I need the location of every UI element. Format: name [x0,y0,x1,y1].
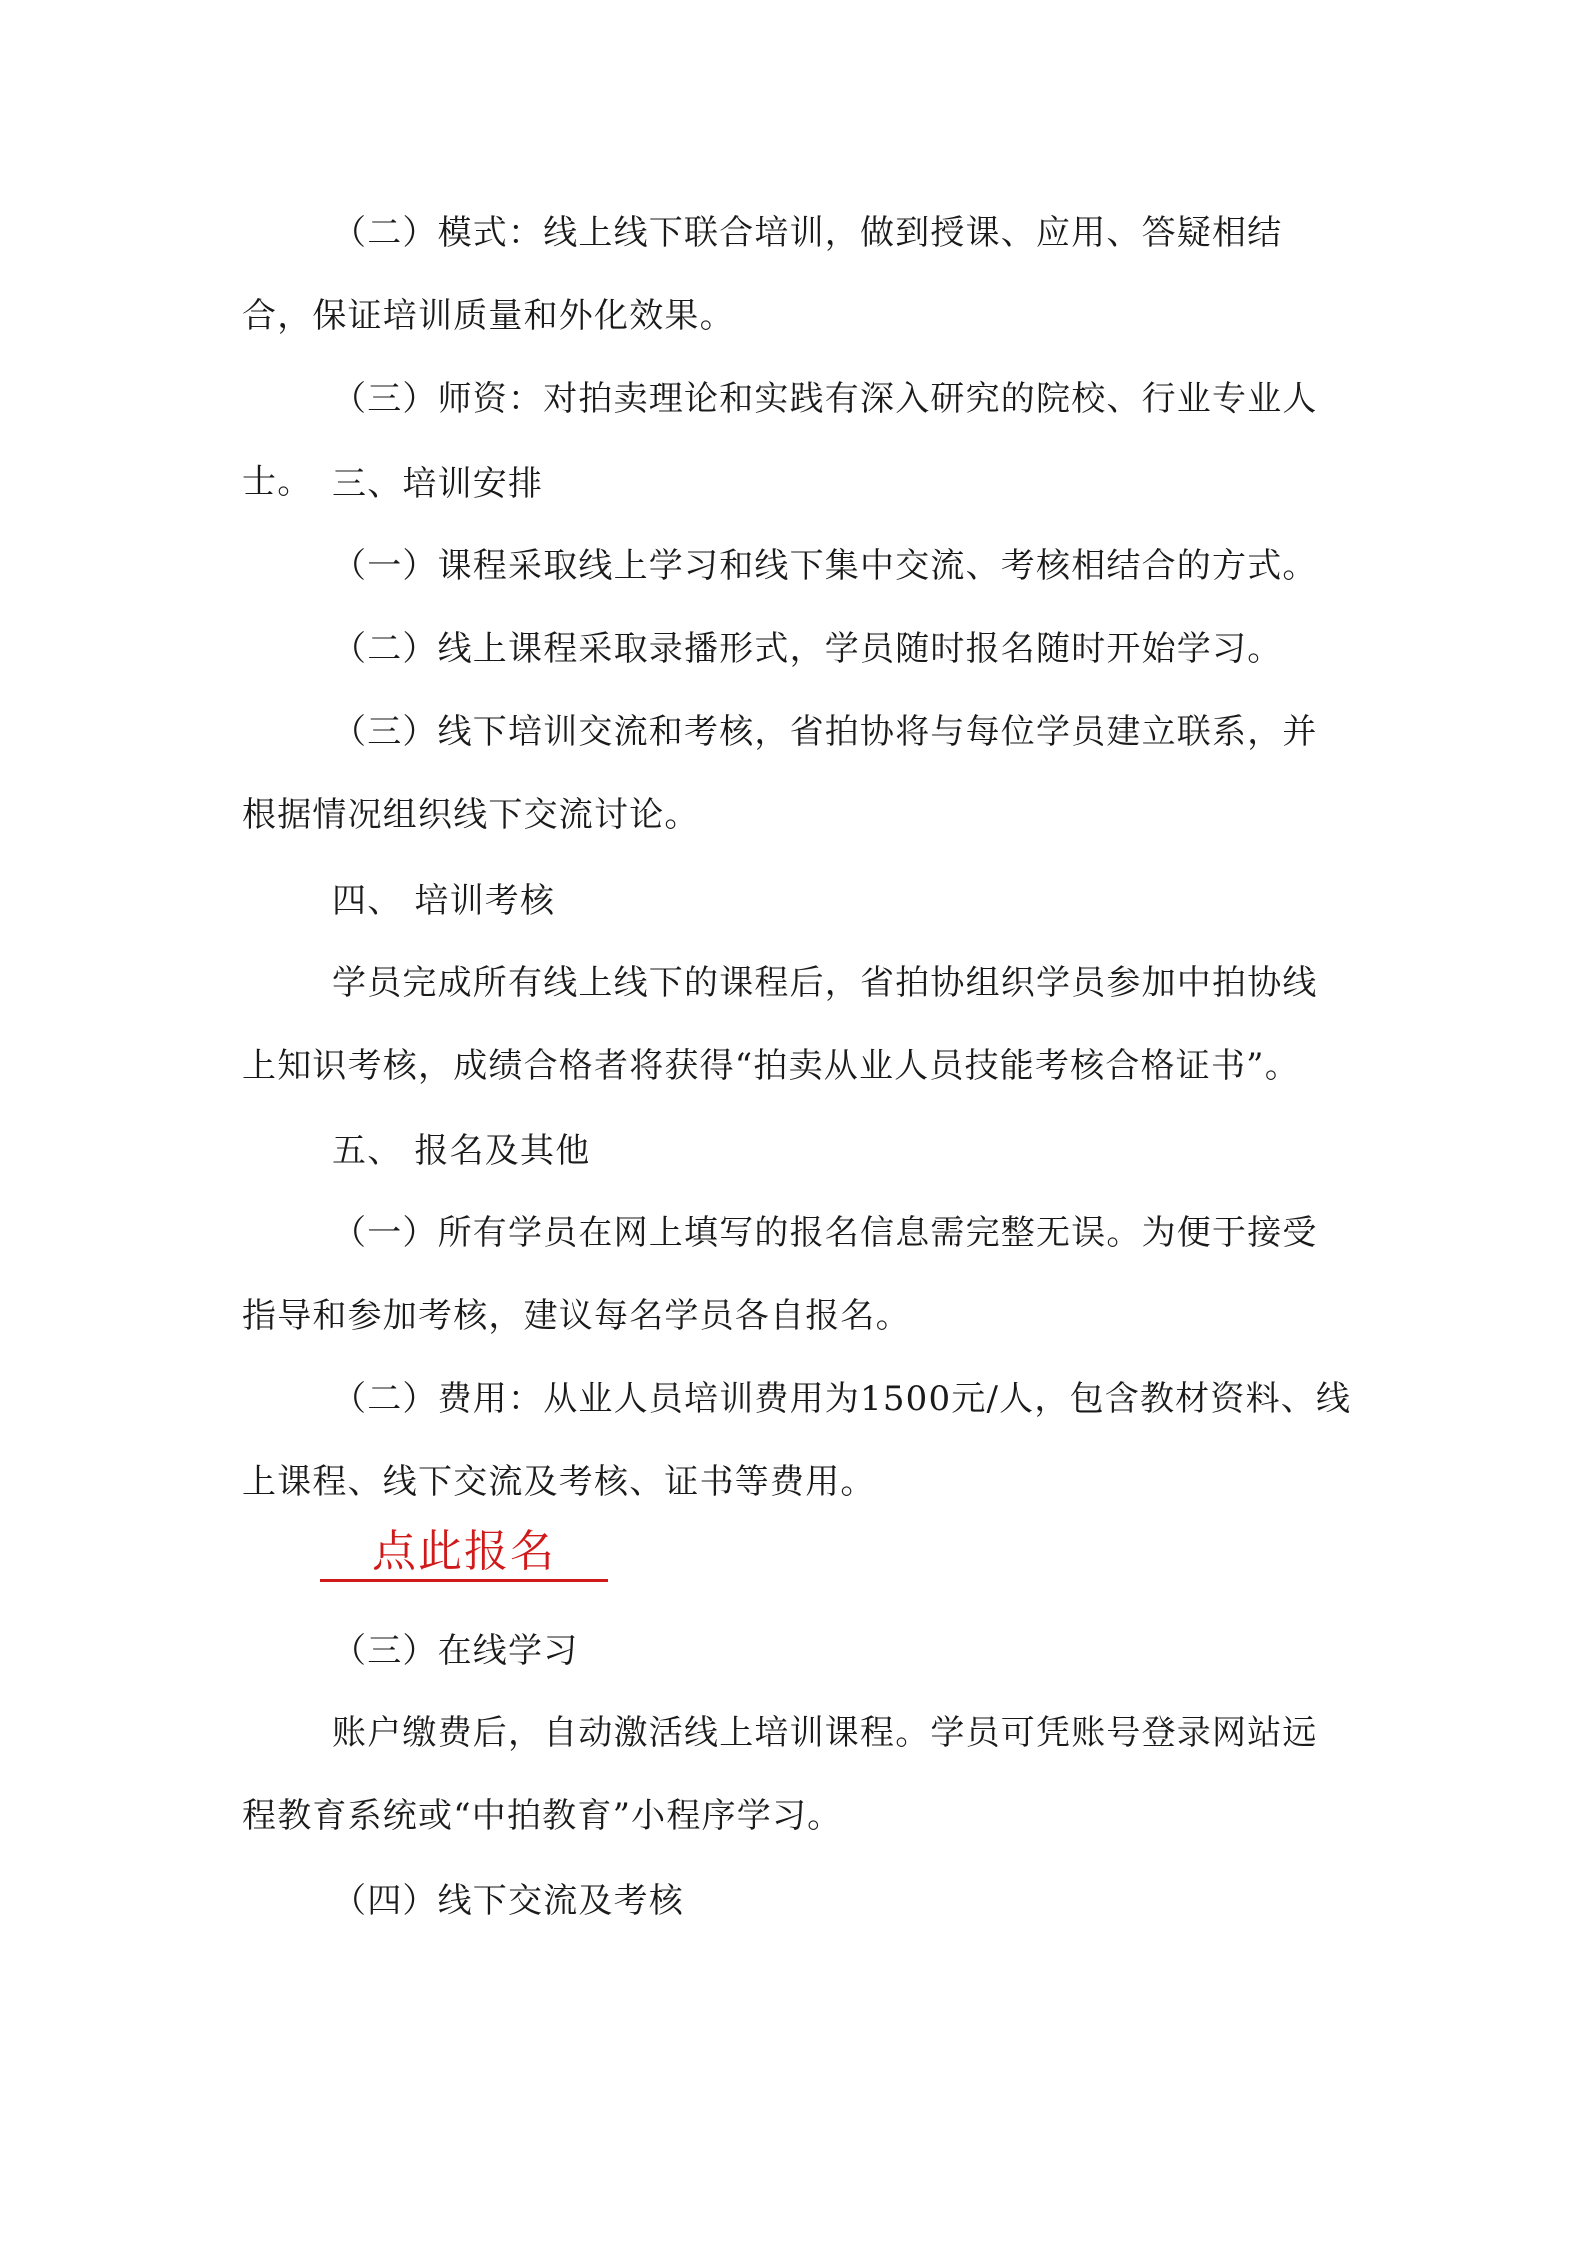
section-heading-assessment: 四、 培训考核 [332,881,556,921]
paragraph-assessment [242,942,1352,1108]
paragraph-online-study-text: 账户缴费后，自动激活线上培训课程。学员可凭账号登录网站远程教育系统或“中拍教育”小程序学习。 [242,1713,1318,1836]
paragraph-arrangement-2-text: （二）线上课程采取录播形式，学员随时报名随时开始学习。 [332,629,1283,669]
section-heading-signup: 五、 报名及其他 [332,1131,591,1171]
paragraph-arrangement-3-text: （三）线下培训交流和考核，省拍协将与每位学员建立联系，并根据情况组织线下交流讨论。 [242,712,1318,835]
paragraph-mode-text: （二）模式：线上线下联合培训，做到授课、应用、答疑相结合，保证培训质量和外化效果。 [242,213,1283,336]
paragraph-mode [242,192,1352,358]
paragraph-assessment-text: 学员完成所有线上线下的课程后，省拍协组织学员参加中拍协线上知识考核，成绩合格者将获得“拍卖从业人员技能考核合格证书”。 [242,963,1318,1086]
heading-online-study: （三）在线学习 [332,1631,579,1671]
paragraph-arrangement-3 [242,691,1352,857]
paragraph-online-study [242,1692,1352,1858]
paragraph-signup-1 [242,1192,1352,1358]
paragraph-arrangement-1-text: （一）课程采取线上学习和线下集中交流、考核相结合的方式。 [332,546,1318,586]
paragraph-teachers-text: （三）师资：对拍卖理论和实践有深入研究的院校、行业专业人士。 [242,379,1318,502]
paragraph-arrangement-2 [242,608,1352,691]
paragraph-signup-2 [242,1358,1352,1524]
signup-link[interactable]: 点此报名 [320,1522,608,1582]
paragraph-arrangement-1 [242,525,1352,608]
section-heading-arrangement: 三、培训安排 [332,464,544,504]
paragraph-signup-2-text: （二）费用：从业人员培训费用为1500元/人，包含教材资料、线上课程、线下交流及考核、证书等费用。 [242,1379,1352,1502]
heading-offline: （四）线下交流及考核 [332,1881,684,1921]
paragraph-signup-1-text: （一）所有学员在网上填写的报名信息需完整无误。为便于接受指导和参加考核，建议每名学员各自报名。 [242,1213,1318,1336]
